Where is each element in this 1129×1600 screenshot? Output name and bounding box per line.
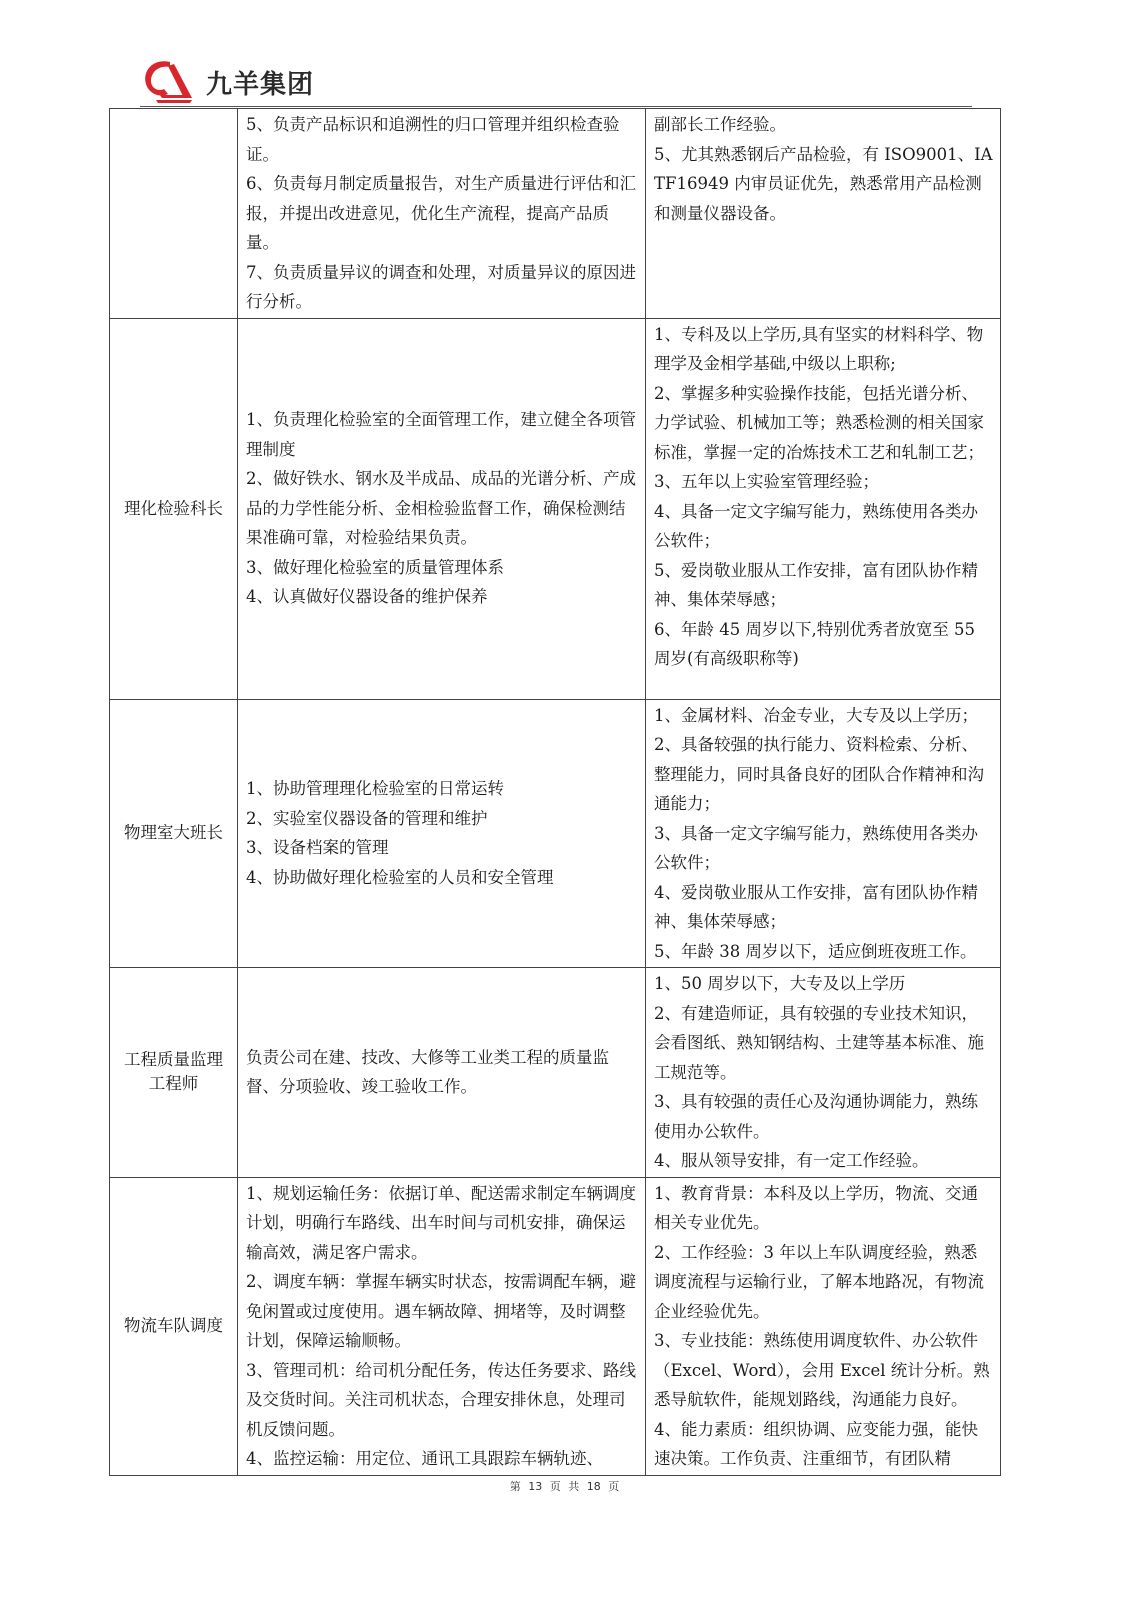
table-row — [110, 1177, 1001, 1475]
duty-item: 1、规划运输任务：依据订单、配送需求制定车辆调度计划，明确行车路线、出车时间与司机安排，确保运输高效，满足客户需求。 — [246, 1183, 636, 1262]
duty-item: 4、认真做好仪器设备的维护保养 — [246, 587, 488, 607]
job-requirements — [646, 968, 1001, 1178]
job-requirements — [646, 1177, 1001, 1475]
job-title: 理化检验科长 — [110, 318, 238, 699]
duty-item: 4、监控运输：用定位、通讯工具跟踪车辆轨迹、 — [246, 1449, 603, 1468]
duty-item: 2、实验室仪器设备的管理和维护 — [246, 808, 488, 828]
requirement-item: 1、专科及以上学历,具有坚实的材料科学、物理学及金相学基础,中级以上职称; — [654, 324, 984, 373]
table-row — [110, 968, 1001, 1178]
requirement-item: 3、专业技能：熟练使用调度软件、办公软件（Excel、Word），会用 Excel 统计分析。熟悉导航软件，能规划路线，沟通能力良好。 — [654, 1331, 990, 1409]
requirement-item: 4、服从领导安排，有一定工作经验。 — [654, 1151, 929, 1170]
requirement-item: 5、尤其熟悉钢后产品检验，有 ISO9001、IATF16949 内审员证优先，熟悉常用产品检测和测量仪器设备。 — [654, 144, 993, 223]
duty-item: 6、负责每月制定质量报告，对生产质量进行评估和汇报，并提出改进意见，优化生产流程，提高产品质量。 — [246, 174, 636, 252]
duty-item: 2、调度车辆：掌握车辆实时状态，按需调配车辆，避免闲置或过度使用。遇车辆故障、拥堵等，及时调整计划，保障运输顺畅。 — [246, 1272, 636, 1350]
requirement-item: 2、有建造师证，具有较强的专业技术知识，会看图纸、熟知钢结构、土建等基本标准、施工规范等。 — [654, 1003, 984, 1082]
duty-item: 1、负责理化检验室的全面管理工作，建立健全各项管理制度 — [246, 410, 636, 459]
requirement-item: 3、具有较强的责任心及沟通协调能力，熟练使用办公软件。 — [654, 1092, 978, 1141]
requirement-item: 1、50 周岁以下，大专及以上学历 — [654, 974, 906, 993]
requirement-item: 2、具备较强的执行能力、资料检索、分析、整理能力，同时具备良好的团队合作精神和沟通能力； — [654, 735, 984, 813]
requirement-item: 5、爱岗敬业服从工作安排，富有团队协作精神、集体荣辱感； — [654, 560, 978, 609]
company-logo-icon — [140, 56, 204, 106]
job-duties — [238, 699, 646, 968]
job-duties — [238, 109, 646, 319]
job-requirements — [646, 699, 1001, 968]
duty-item: 3、设备档案的管理 — [246, 838, 389, 858]
duty-item: 负责公司在建、技改、大修等工业类工程的质量监督、分项验收、竣工验收工作。 — [246, 1047, 609, 1097]
table-row — [110, 699, 1001, 968]
duty-item: 7、负责质量异议的调查和处理，对质量异议的原因进行分析。 — [246, 262, 636, 311]
job-duties — [238, 318, 646, 699]
table-row — [110, 109, 1001, 319]
requirement-item: 副部长工作经验。 — [654, 115, 786, 134]
header-divider — [140, 106, 972, 107]
job-duties — [238, 968, 646, 1178]
requirement-item: 1、教育背景：本科及以上学历，物流、交通相关专业优先。 — [654, 1183, 978, 1232]
job-requirements — [646, 109, 1001, 319]
duty-item: 3、管理司机：给司机分配任务，传达任务要求、路线及交货时间。关注司机状态，合理安排休息，处理司机反馈问题。 — [246, 1360, 636, 1439]
page-header — [140, 52, 970, 108]
job-table — [109, 108, 1001, 1476]
company-name: 九羊集团 — [206, 70, 315, 100]
duty-item: 3、做好理化检验室的质量管理体系 — [246, 557, 504, 577]
requirement-item: 1、金属材料、冶金专业，大专及以上学历； — [654, 705, 978, 725]
page-number: 第 13 页 共 18 页 — [509, 1480, 620, 1493]
requirement-item: 3、具备一定文字编写能力，熟练使用各类办公软件； — [654, 823, 978, 872]
requirement-item: 4、具备一定文字编写能力，熟练使用各类办公软件； — [654, 501, 978, 550]
job-title: 工程质量监理工程师 — [110, 968, 238, 1178]
requirement-item: 3、五年以上实验室管理经验； — [654, 472, 879, 491]
job-title — [110, 109, 238, 319]
requirement-item: 5、年龄 38 周岁以下，适应倒班夜班工作。 — [654, 941, 977, 961]
requirement-item: 4、爱岗敬业服从工作安排，富有团队协作精神、集体荣辱感； — [654, 882, 978, 931]
requirement-item: 4、能力素质：组织协调、应变能力强，能快速决策。工作负责、注重细节，有团队精 — [654, 1419, 978, 1468]
job-title: 物流车队调度 — [110, 1177, 238, 1475]
requirement-item: 2、掌握多种实验操作技能，包括光谱分析、力学试验、机械加工等；熟悉检测的相关国家标准，掌握一定的冶炼技术工艺和轧制工艺； — [654, 383, 984, 462]
job-requirements — [646, 318, 1001, 699]
job-duties — [238, 1177, 646, 1475]
requirement-item: 2、工作经验：3 年以上车队调度经验，熟悉调度流程与运输行业，了解本地路况，有物流企业经验优先。 — [654, 1242, 984, 1321]
duty-item: 4、协助做好理化检验室的人员和安全管理 — [246, 867, 554, 887]
table-row — [110, 318, 1001, 699]
duty-item: 5、负责产品标识和追溯性的归口管理并组织检查验证。 — [246, 115, 620, 164]
requirement-item: 6、年龄 45 周岁以下,特别优秀者放宽至 55 周岁(有高级职称等) — [654, 619, 975, 668]
duty-item: 1、协助管理理化检验室的日常运转 — [246, 779, 504, 799]
job-title: 物理室大班长 — [110, 699, 238, 968]
duty-item: 2、做好铁水、钢水及半成品、成品的光谱分析、产成品的力学性能分析、金相检验监督工作，确保检测结果准确可靠，对检验结果负责。 — [246, 469, 636, 548]
